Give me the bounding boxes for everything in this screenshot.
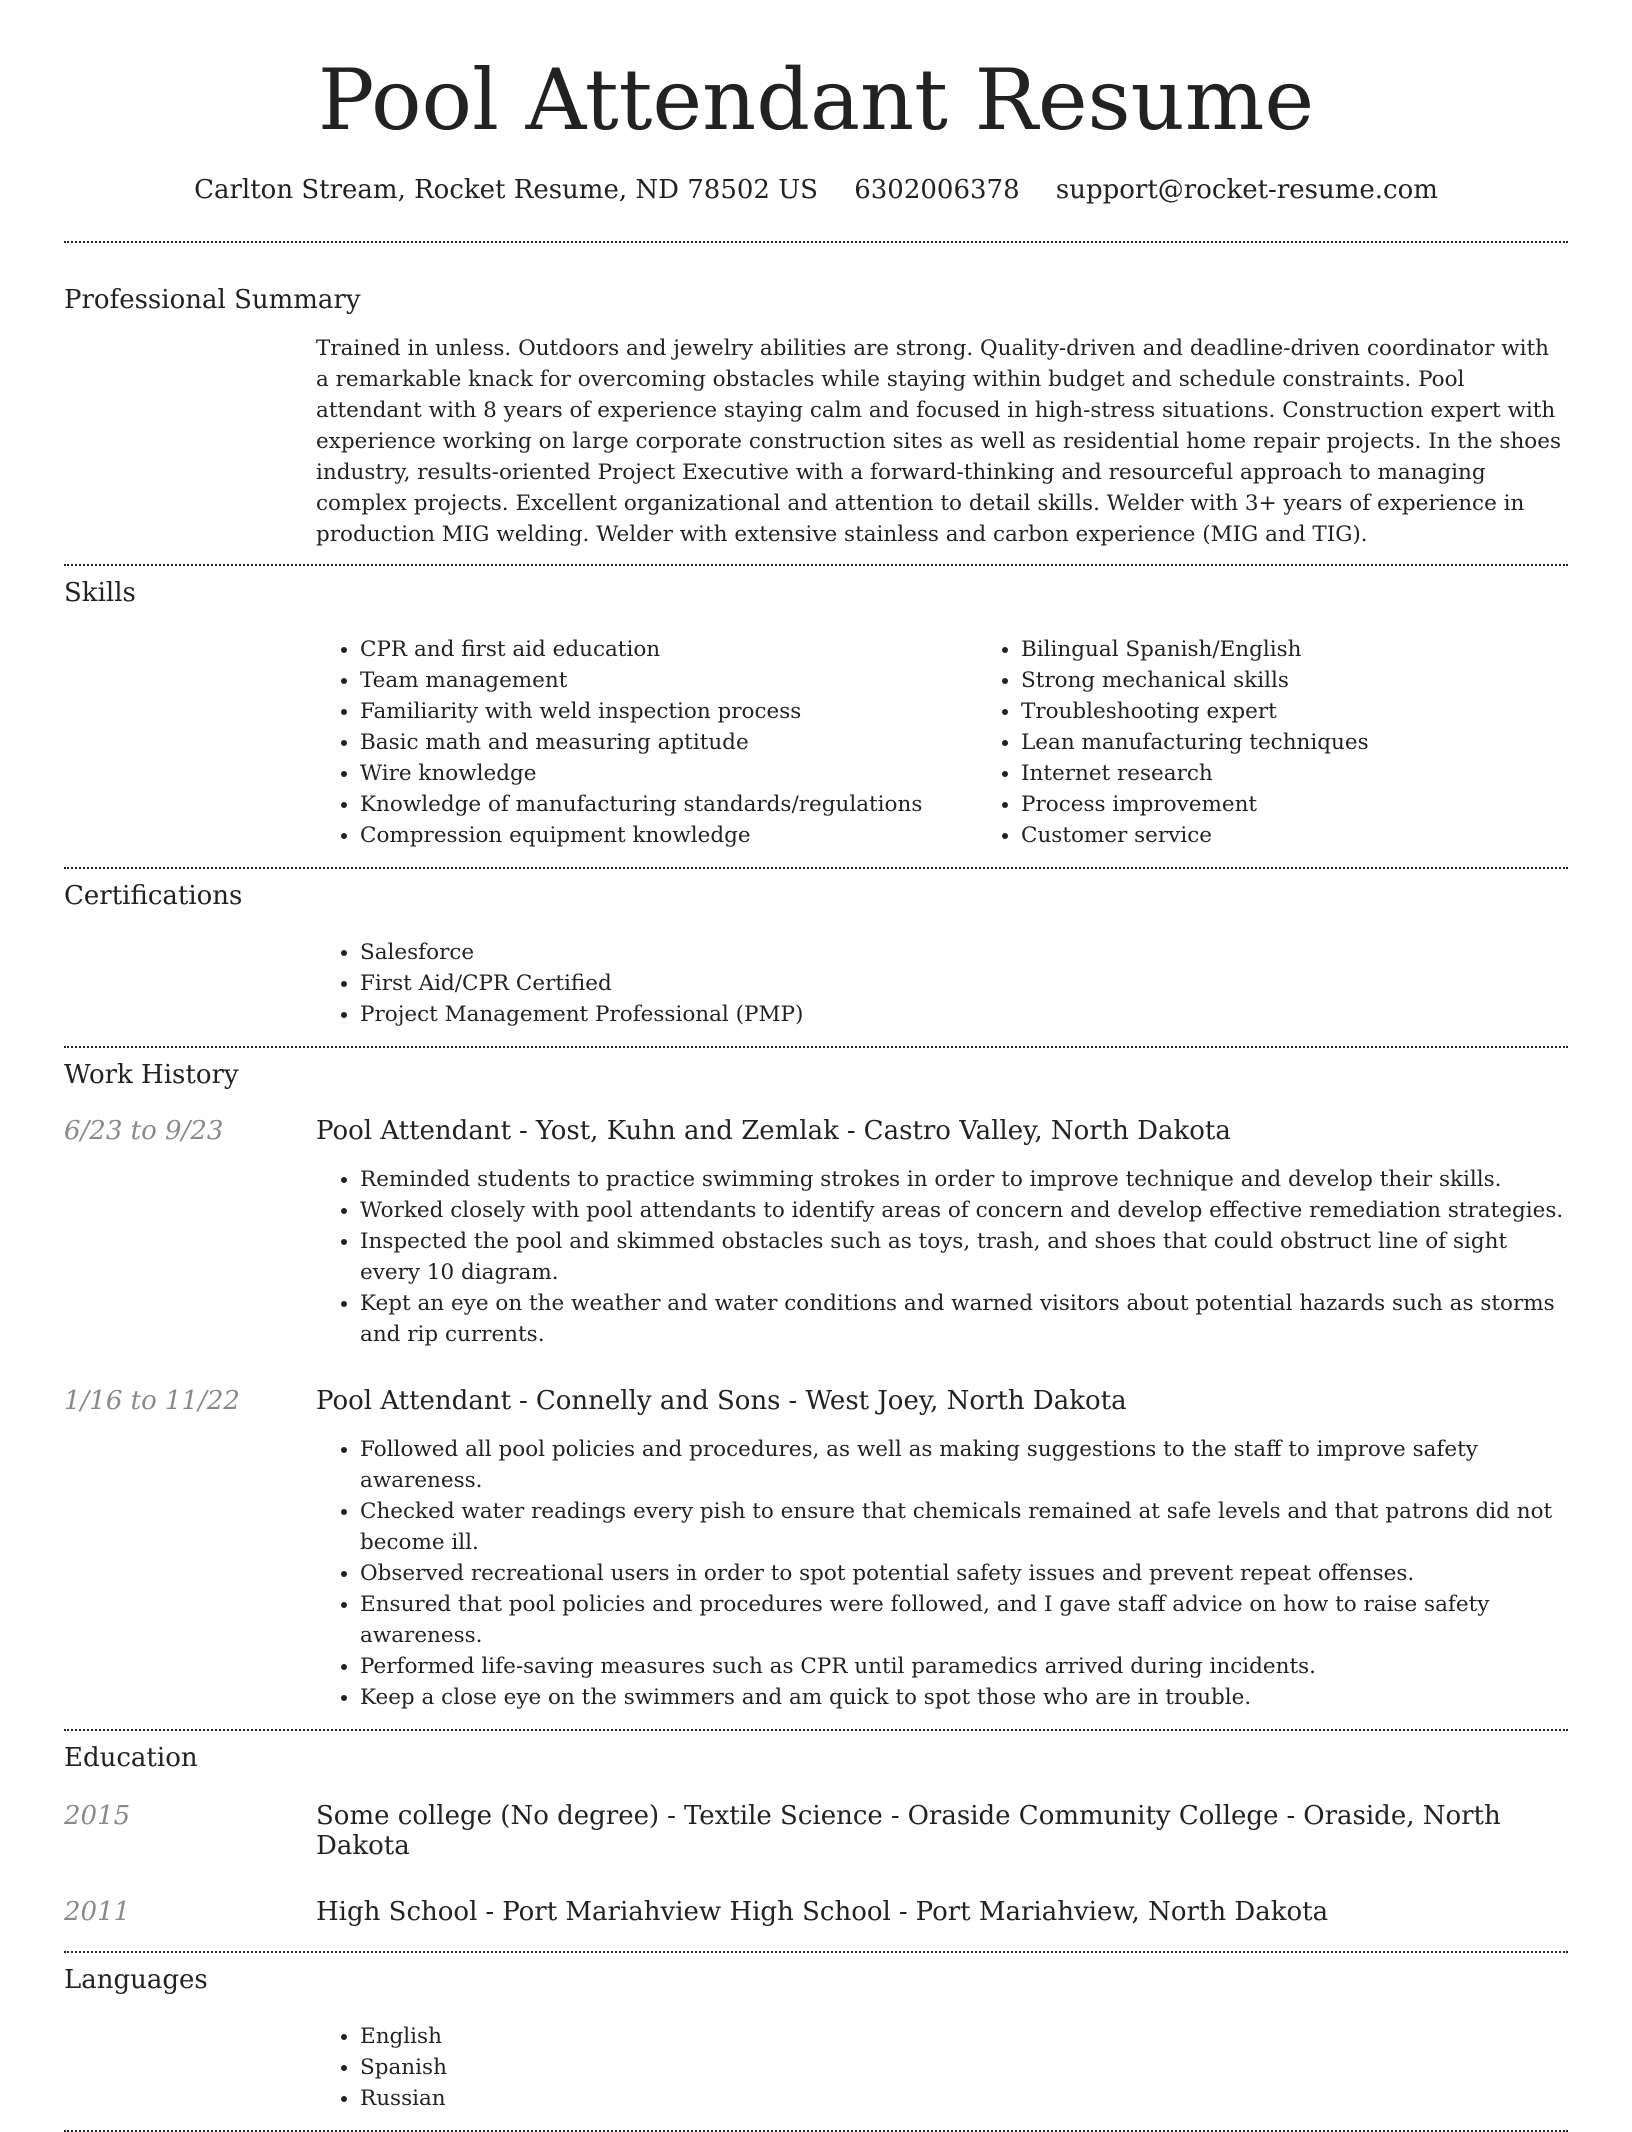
- skills-list-right: [977, 634, 1632, 851]
- skills-list-left: [316, 634, 977, 851]
- job-bullets: [316, 1164, 1568, 1350]
- education-entry: [64, 1801, 1568, 1861]
- languages-heading: Languages: [64, 1964, 208, 1995]
- certifications-heading: Certifications: [64, 880, 243, 911]
- job-bullets: [316, 1434, 1568, 1713]
- list-item: • First Aid/CPR Certified: [360, 968, 1568, 999]
- certifications-section: [0, 869, 1632, 1030]
- job-entry: [64, 1386, 1568, 1713]
- languages-body: [316, 2021, 1568, 2114]
- contact-address: Carlton Stream, Rocket Resume, ND 78502 US: [194, 174, 818, 205]
- job-title: Pool Attendant: [316, 1115, 512, 1146]
- education-degree: High School: [316, 1896, 478, 1927]
- job-company: Connelly and Sons: [535, 1385, 781, 1416]
- education-section: [0, 1731, 1632, 1927]
- list-item: • Spanish: [360, 2052, 1568, 2083]
- summary-body: [316, 333, 1568, 550]
- summary-heading: Professional Summary: [64, 284, 361, 315]
- languages-section: [0, 1953, 1632, 2114]
- resume-title: Pool Attendant Resume: [317, 51, 1315, 149]
- list-item: • Ensured that pool policies and procedures were followed, and I gave staff advice on how to raise safety awareness.: [360, 1589, 1568, 1651]
- resume-header: [0, 0, 1632, 205]
- list-item: • Compression equipment knowledge: [360, 820, 977, 851]
- list-item: • Process improvement: [1021, 789, 1632, 820]
- job-heading: Pool Attendant - Yost, Kuhn and Zemlak - Castro Valley, North Dakota: [316, 1115, 1231, 1146]
- contact-phone: 6302006378: [854, 174, 1020, 205]
- education-heading-line: High School - Port Mariahview High School - Port Mariahview, North Dakota: [316, 1896, 1329, 1927]
- list-item: • Followed all pool policies and procedures, as well as making suggestions to the staff to improve safety awareness.: [360, 1434, 1568, 1496]
- list-item: • Wire knowledge: [360, 758, 977, 789]
- job-dates: 6/23 to 9/23: [64, 1115, 224, 1146]
- education-entry: [64, 1897, 1568, 1927]
- job-company: Yost, Kuhn and Zemlak: [535, 1115, 839, 1146]
- list-item: • Keep a close eye on the swimmers and am quick to spot those who are in trouble.: [360, 1682, 1568, 1713]
- languages-list: [316, 2021, 1568, 2114]
- job-heading: Pool Attendant - Connelly and Sons - West Joey, North Dakota: [316, 1385, 1127, 1416]
- education-school: Port Mariahview High School: [502, 1896, 891, 1927]
- list-item: • Project Management Professional (PMP): [360, 999, 1568, 1030]
- list-item: • Knowledge of manufacturing standards/regulations: [360, 789, 977, 820]
- education-field: Textile Science: [683, 1800, 883, 1831]
- skills-section: [0, 566, 1632, 851]
- job-dates: 1/16 to 11/22: [64, 1385, 240, 1416]
- certifications-body: [316, 937, 1568, 1030]
- list-item: • Checked water readings every pish to ensure that chemicals remained at safe levels and that patrons did not become ill.: [360, 1496, 1568, 1558]
- skills-body: [316, 634, 1568, 851]
- job-main: [316, 1386, 1568, 1713]
- education-degree: Some college (No degree): [316, 1800, 660, 1831]
- summary-section: [0, 243, 1632, 550]
- list-item: • Salesforce: [360, 937, 1568, 968]
- list-item: • Performed life-saving measures such as CPR until paramedics arrived during incidents.: [360, 1651, 1568, 1682]
- list-item: • Troubleshooting expert: [1021, 696, 1632, 727]
- list-item: • CPR and first aid education: [360, 634, 977, 665]
- section-divider: [64, 2130, 1568, 2132]
- education-heading-line: Some college (No degree) - Textile Science - Oraside Community College - Oraside, North Dakota: [316, 1800, 1501, 1861]
- list-item: • Internet research: [1021, 758, 1632, 789]
- job-title: Pool Attendant: [316, 1385, 512, 1416]
- work-heading: Work History: [64, 1059, 239, 1090]
- education-location: Port Mariahview, North Dakota: [915, 1896, 1329, 1927]
- skills-columns: [316, 634, 1568, 851]
- certifications-list: [316, 937, 1568, 1030]
- contact-line: [0, 175, 1632, 205]
- education-year: 2015: [64, 1800, 131, 1831]
- work-section: [0, 1048, 1632, 1713]
- list-item: • Kept an eye on the weather and water conditions and warned visitors about potential hazards such as storms and rip currents.: [360, 1288, 1568, 1350]
- list-item: • Basic math and measuring aptitude: [360, 727, 977, 758]
- list-item: • Bilingual Spanish/English: [1021, 634, 1632, 665]
- summary-text: Trained in unless. Outdoors and jewelry abilities are strong. Quality-driven and deadline-driven coordinator with a remarkable knack for overcoming obstacles while staying within budget and schedule constraints. Pool attendant with 8 years of experience staying calm and focused in high-stress situations. Construction expert with experience working on large corporate construction sites as well as residential home repair projects. In the shoes industry, results-oriented Project Executive with a forward-thinking and resourceful approach to managing complex projects. Excellent organizational and attention to detail skills. Welder with 3+ years of experience in production MIG welding. Welder with extensive stainless and carbon experience (MIG and TIG).: [316, 335, 1562, 547]
- list-item: • Inspected the pool and skimmed obstacles such as toys, trash, and shoes that could obstruct line of sight every 10 diagram.: [360, 1226, 1568, 1288]
- education-heading: Education: [64, 1742, 198, 1773]
- education-location: Oraside, North Dakota: [316, 1800, 1501, 1861]
- list-item: • Russian: [360, 2083, 1568, 2114]
- list-item: • Lean manufacturing techniques: [1021, 727, 1632, 758]
- skills-heading: Skills: [64, 577, 136, 608]
- list-item: • English: [360, 2021, 1568, 2052]
- list-item: • Customer service: [1021, 820, 1632, 851]
- job-entry: [64, 1116, 1568, 1350]
- list-item: • Reminded students to practice swimming strokes in order to improve technique and develop their skills.: [360, 1164, 1568, 1195]
- job-main: [316, 1116, 1568, 1350]
- job-location: Castro Valley, North Dakota: [863, 1115, 1231, 1146]
- list-item: • Strong mechanical skills: [1021, 665, 1632, 696]
- job-location: West Joey, North Dakota: [805, 1385, 1127, 1416]
- list-item: • Worked closely with pool attendants to identify areas of concern and develop effective remediation strategies.: [360, 1195, 1568, 1226]
- education-school: Oraside Community College: [907, 1800, 1279, 1831]
- list-item: • Familiarity with weld inspection process: [360, 696, 977, 727]
- contact-email: support@rocket-resume.com: [1055, 174, 1438, 205]
- list-item: • Team management: [360, 665, 977, 696]
- education-year: 2011: [64, 1896, 131, 1927]
- list-item: • Observed recreational users in order to spot potential safety issues and prevent repeat offenses.: [360, 1558, 1568, 1589]
